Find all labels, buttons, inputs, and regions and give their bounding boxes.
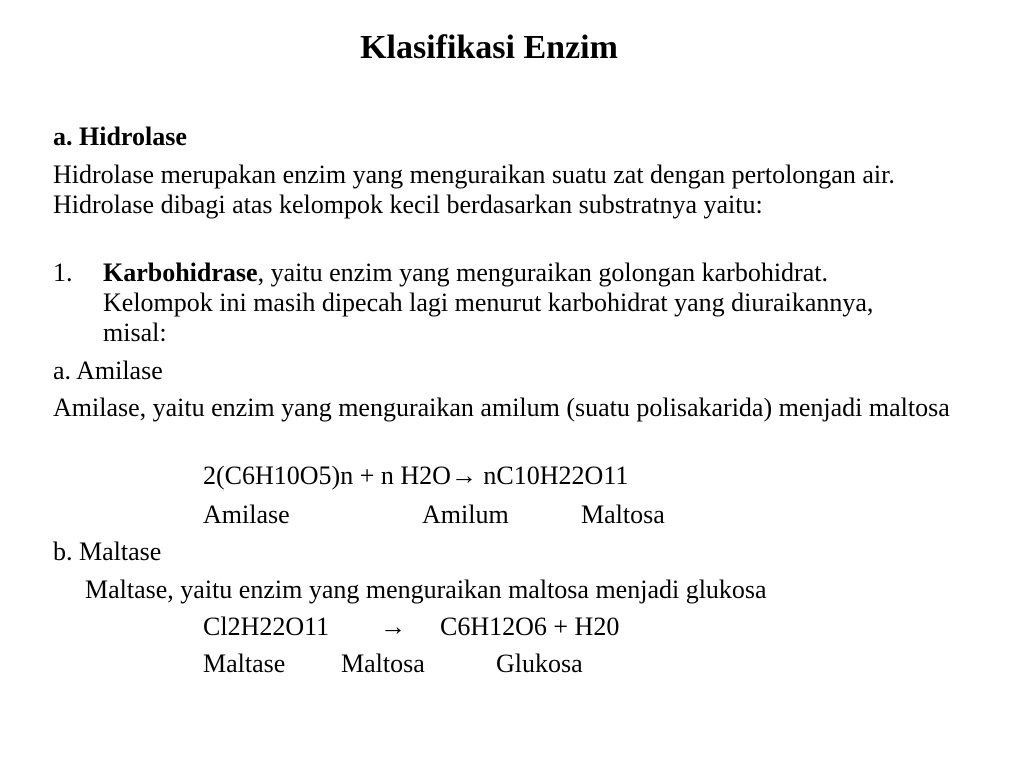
label-amilum: Amilum <box>422 500 509 529</box>
karbohidrase-text-rest: Kelompok ini masih dipecah lagi menurut karbohidrat yang diuraikannya, misal: <box>103 288 874 347</box>
label-maltosa: Maltosa <box>581 500 665 529</box>
amilase-equation: 2(C6H10O5)n + n H2O→ nC10H22O11 <box>203 461 629 490</box>
list-item-karbohidrase <box>103 258 1003 348</box>
maltase-description: Maltase, yaitu enzim yang menguraikan maltosa menjadi glukosa <box>85 575 767 604</box>
section-heading-hidrolase: a. Hidrolase <box>53 122 187 151</box>
label-glukosa: Glukosa <box>496 649 583 678</box>
subheading-amilase: a. Amilase <box>53 356 163 385</box>
label-maltosa-2: Maltosa <box>341 649 425 678</box>
slide-title: Klasifikasi Enzim <box>360 29 618 66</box>
amilase-description: Amilase, yaitu enzim yang menguraikan amilum (suatu polisakarida) menjadi maltosa <box>53 393 950 422</box>
subheading-maltase: b. Maltase <box>53 537 162 566</box>
hidrolase-intro: Hidrolase merupakan enzim yang menguraikan suatu zat dengan pertolongan air. Hidrolase dibagi atas kelompok kecil berdasarkan substratnya yaitu: <box>53 160 895 219</box>
maltase-equation <box>0 611 1024 642</box>
maltase-equation-right: C6H12O6 + H20 <box>440 612 620 641</box>
maltase-equation-left: Cl2H22O11 <box>203 612 330 641</box>
label-maltase: Maltase <box>203 649 286 678</box>
amilase-labels-row <box>0 499 1024 530</box>
label-amilase: Amilase <box>203 500 290 529</box>
term-karbohidrase: Karbohidrase <box>103 258 258 287</box>
list-number: 1. <box>53 258 73 287</box>
equation-arrow: → <box>380 612 406 641</box>
maltase-labels-row <box>0 648 1024 679</box>
karbohidrase-text-line1: , yaitu enzim yang menguraikan golongan karbohidrat. <box>257 258 828 287</box>
